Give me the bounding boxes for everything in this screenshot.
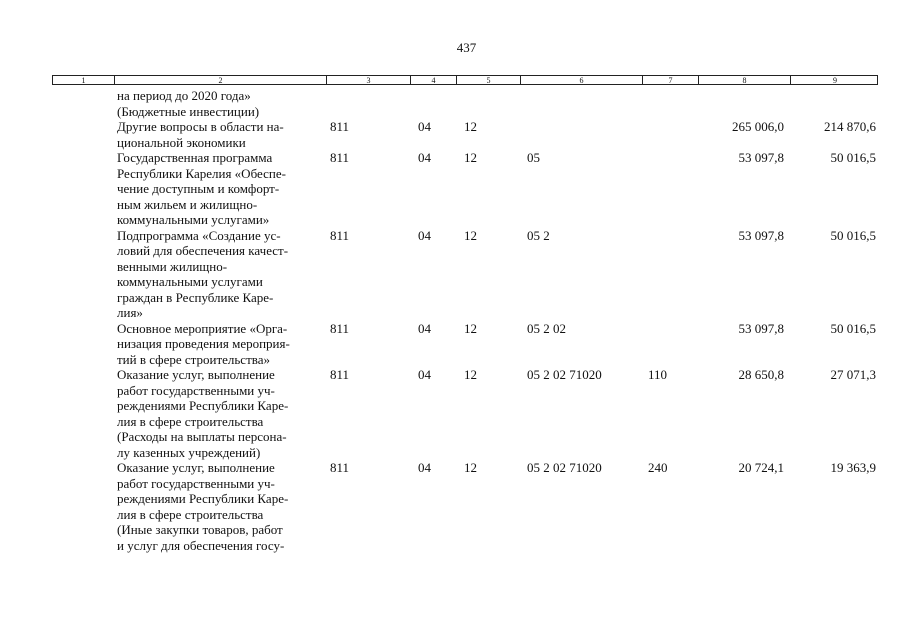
- row-expense-type: 240: [648, 460, 668, 475]
- row-name-line: (Иные закупки товаров, работ: [117, 522, 283, 537]
- row-name-line: работ государственными уч-: [117, 475, 275, 491]
- row-amount-2: 214 870,6: [824, 119, 876, 134]
- row-name-line: коммунальными услугами»: [117, 212, 270, 227]
- row-target-code: 05: [527, 150, 540, 165]
- row-target-code: 05 2 02 71020: [527, 460, 602, 475]
- header-col-4: 4: [411, 76, 457, 84]
- row-name-line: работ государственными уч-: [117, 382, 275, 398]
- row-expense-type: 110: [648, 367, 668, 382]
- row-name: [117, 150, 327, 228]
- row-name-line: коммунальными услугами: [117, 274, 263, 289]
- row-name: [117, 321, 327, 368]
- row-section-code: 811: [330, 119, 350, 134]
- row-name-line: Оказание услуг, выполнение: [117, 460, 275, 475]
- row-amount-2: 19 363,9: [830, 460, 876, 475]
- row-chapter-code: 04: [418, 320, 431, 336]
- row-name-line: низация проведения мероприя-: [117, 336, 290, 351]
- row-amount-1: 53 097,8: [738, 150, 784, 165]
- row-name-line: лу казенных учреждений): [117, 444, 261, 460]
- row-name-line: лия в сфере строительства: [117, 506, 264, 522]
- continuation-line: (Бюджетные инвестиции): [117, 103, 260, 119]
- header-col-6: 6: [521, 76, 643, 84]
- row-name-line: Подпрограмма «Создание ус-: [117, 227, 281, 243]
- row-name-line: Государственная программа: [117, 150, 273, 165]
- row-name-line: реждениями Республики Каре-: [117, 491, 289, 506]
- row-name-line: реждениями Республики Каре-: [117, 398, 289, 413]
- header-col-2: 2: [115, 76, 327, 84]
- row-name-line: (Расходы на выплаты персона-: [117, 429, 287, 444]
- row-chapter-code: 04: [418, 119, 431, 134]
- row-name-line: Республики Карелия «Обеспе-: [117, 165, 286, 181]
- row-name: [117, 119, 327, 150]
- row-target-code: 05 2 02: [527, 320, 566, 336]
- row-name-line: венными жилищно-: [117, 258, 228, 274]
- continuation-text: [117, 88, 327, 119]
- header-col-3: 3: [327, 76, 411, 84]
- row-name-line: Основное мероприятие «Орга-: [117, 320, 288, 336]
- row-section-code: 811: [330, 367, 350, 382]
- row-amount-2: 50 016,5: [830, 320, 876, 336]
- row-name-line: ловий для обеспечения качест-: [117, 243, 289, 258]
- row-name-line: Оказание услуг, выполнение: [117, 367, 275, 382]
- row-chapter-code: 04: [418, 150, 431, 165]
- table-header-row: [52, 75, 878, 85]
- row-amount-2: 50 016,5: [830, 227, 876, 243]
- row-target-code: 05 2: [527, 227, 550, 243]
- row-amount-1: 20 724,1: [738, 460, 784, 475]
- row-name: [117, 367, 327, 460]
- row-name: [117, 460, 327, 553]
- row-name-line: лия»: [117, 305, 143, 320]
- row-subsection-code: 12: [464, 367, 477, 382]
- row-subsection-code: 12: [464, 150, 477, 165]
- row-name: [117, 228, 327, 321]
- row-amount-1: 53 097,8: [738, 227, 784, 243]
- row-chapter-code: 04: [418, 460, 431, 475]
- row-section-code: 811: [330, 227, 350, 243]
- row-amount-2: 50 016,5: [830, 150, 876, 165]
- row-subsection-code: 12: [464, 460, 477, 475]
- row-subsection-code: 12: [464, 119, 477, 134]
- row-amount-1: 53 097,8: [738, 320, 784, 336]
- row-name-line: и услуг для обеспечения госу-: [117, 537, 285, 553]
- row-name-line: ным жильем и жилищно-: [117, 196, 258, 212]
- row-chapter-code: 04: [418, 227, 431, 243]
- row-name-line: лия в сфере строительства: [117, 413, 264, 429]
- row-amount-2: 27 071,3: [830, 367, 876, 382]
- row-amount-1: 265 006,0: [732, 119, 784, 134]
- row-chapter-code: 04: [418, 367, 431, 382]
- header-col-5: 5: [457, 76, 521, 84]
- row-name-line: тий в сфере строительства»: [117, 351, 270, 367]
- row-name-line: циональной экономики: [117, 134, 246, 150]
- row-subsection-code: 12: [464, 227, 477, 243]
- page-number: 437: [456, 40, 477, 55]
- row-section-code: 811: [330, 320, 350, 336]
- row-subsection-code: 12: [464, 320, 477, 336]
- row-target-code: 05 2 02 71020: [527, 367, 602, 382]
- continuation-line: на период до 2020 года»: [117, 88, 251, 103]
- header-col-9: 9: [833, 76, 837, 85]
- row-section-code: 811: [330, 460, 350, 475]
- row-name-line: чение доступным и комфорт-: [117, 181, 280, 196]
- header-col-8: 8: [699, 76, 791, 84]
- row-amount-1: 28 650,8: [738, 367, 784, 382]
- header-col-7: 7: [643, 76, 699, 84]
- row-name-line: граждан в Республике Каре-: [117, 289, 274, 305]
- row-section-code: 811: [330, 150, 350, 165]
- row-name-line: Другие вопросы в области на-: [117, 119, 284, 134]
- header-col-1: 1: [53, 76, 115, 84]
